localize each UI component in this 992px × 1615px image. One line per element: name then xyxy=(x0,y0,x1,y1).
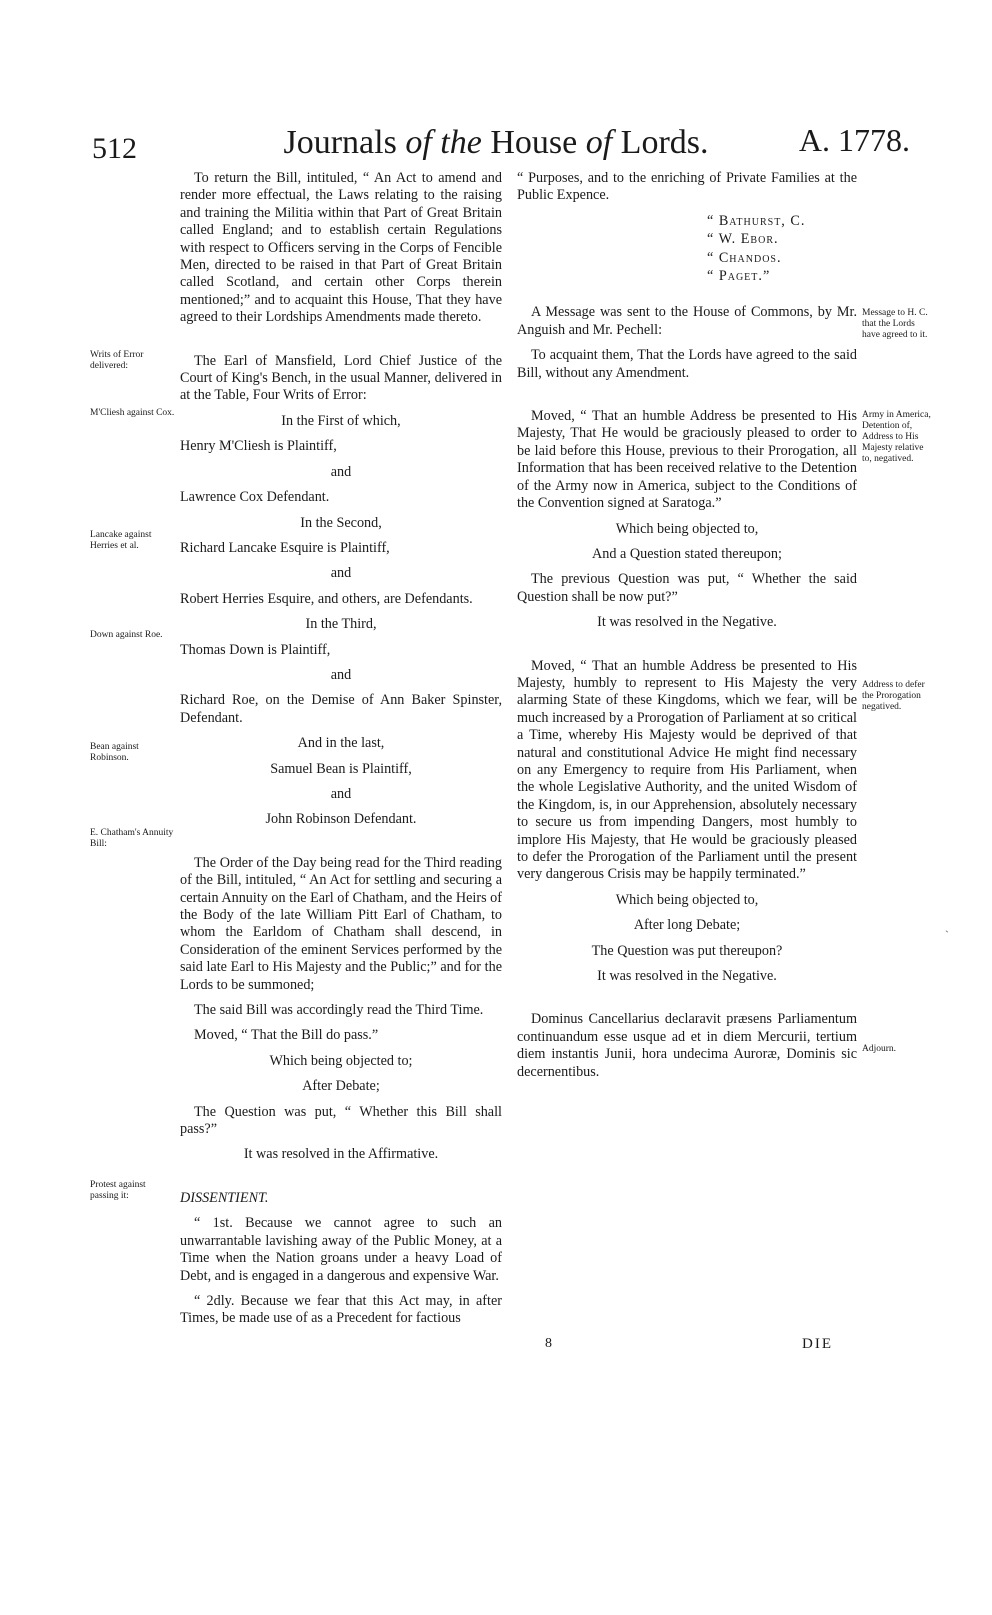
long-debate-text: After long Debate; xyxy=(633,917,741,934)
catchword: DIE xyxy=(802,1336,833,1352)
writ-defendant: Robert Herries Esquire, and others, are Defendants. xyxy=(180,590,473,607)
running-head-word: of xyxy=(405,124,432,161)
writ-heading: In the Third, xyxy=(305,616,377,633)
writ-plaintiff: Thomas Down is Plaintiff, xyxy=(180,641,331,658)
writ-heading: In the Second, xyxy=(300,514,382,531)
signatures xyxy=(517,213,857,286)
right-column xyxy=(517,170,857,1089)
writ-plaintiff: Henry M'Cliesh is Plaintiff, xyxy=(180,438,337,455)
question-stated-text: And a Question stated thereupon; xyxy=(592,545,782,562)
writ-heading: In the First of which, xyxy=(281,412,401,429)
objection-text: Which being objected to, xyxy=(615,520,759,537)
writ-plaintiff: Samuel Bean is Plaintiff, xyxy=(270,760,412,777)
running-head-word: Journals xyxy=(283,124,397,161)
signature-mark: 8 xyxy=(545,1336,552,1351)
signature: “ W. Ebor. xyxy=(707,231,779,248)
year-heading: A. 1778. xyxy=(798,122,910,158)
writ-heading: And in the last, xyxy=(297,735,385,752)
margin-note: Address to defer the Prorogation negatived. xyxy=(862,680,925,712)
previous-question-text: The previous Question was put, “ Whether the said Question shall be now put?” xyxy=(517,571,857,605)
protest-reason: “ 2dly. Because we fear that this Act may, in after Times, be made use of as a Precedent for factious xyxy=(180,1292,502,1327)
running-head-word: Lords. xyxy=(620,124,709,161)
writ-and: and xyxy=(330,785,352,802)
writ-defendant: Lawrence Cox Defendant. xyxy=(180,489,330,506)
left-column xyxy=(180,170,502,1336)
writ-plaintiff: Richard Lancake Esquire is Plaintiff, xyxy=(180,539,390,556)
signature: “ Bathurst, C. xyxy=(707,212,806,229)
acquaint-paragraph: To acquaint them, That the Lords have agreed to the said Bill, without any Amendment. xyxy=(517,347,857,381)
running-head-word: the xyxy=(440,124,482,161)
writs-intro-paragraph: The Earl of Mansfield, Lord Chief Justice of the Court of King's Bench, in the usual Manner, delivered in at the Table, Four Writs of Error: xyxy=(180,352,502,404)
margin-note: Adjourn. xyxy=(862,1044,897,1054)
writ-and: and xyxy=(330,666,352,683)
question-text: The Question was put thereupon? xyxy=(591,942,783,959)
running-head-word: of xyxy=(585,124,613,161)
margin-note: Down against Roe. xyxy=(90,630,163,640)
margin-note: Protest against passing it: xyxy=(90,1180,146,1201)
margin-note: E. Chatham's Annuity Bill: xyxy=(90,828,174,849)
margin-note: Writs of Error delivered: xyxy=(90,350,144,371)
prorogation-motion-paragraph: Moved, “ That an humble Address be presented to His Majesty, humbly to represent to His Majesty the very alarming State of these Kingdoms, which we fear, will be much increased by a Prorogation of Parliament at so critical a Time, whereby His Majesty would be deprived of that natural and constitutional Advice He might find necessary on any Emergency to require from His Parliament, when the whole Legislative Authority, and the united Wisdom of the Kingdom, is, in our Apprehension, absolutely necessary to secure us from impending Dangers, most humbly to implore His Majesty, that He would be graciously pleased to defer the Prorogation of the Parliament until the present very dangerous Crisis may be happily terminated.” xyxy=(517,657,857,883)
writ-and: and xyxy=(330,463,352,480)
after-debate-text: After Debate; xyxy=(302,1078,380,1095)
protest-reason-continued: “ Purposes, and to the enriching of Private Families at the Public Expence. xyxy=(517,170,857,204)
margin-note: Bean against Robinson. xyxy=(90,742,139,763)
signature: “ Paget.” xyxy=(707,268,771,285)
question-text: The Question was put, “ Whether this Bill shall pass?” xyxy=(180,1103,502,1138)
message-paragraph: A Message was sent to the House of Commons, by Mr. Anguish and Mr. Pechell: xyxy=(517,304,857,338)
running-head-word: House xyxy=(490,124,578,161)
objection-text: Which being objected to; xyxy=(269,1052,413,1069)
objection-text: Which being objected to, xyxy=(615,891,759,908)
resolution-text: It was resolved in the Affirmative. xyxy=(243,1146,439,1163)
moved-pass-text: Moved, “ That the Bill do pass.” xyxy=(194,1027,379,1044)
signature: “ Chandos. xyxy=(707,249,782,266)
margin-note: Message to H. C. that the Lords have agreed to it. xyxy=(862,308,928,340)
third-reading-text: The said Bill was accordingly read the Third Time. xyxy=(194,1002,484,1019)
resolution-text: It was resolved in the Negative. xyxy=(597,614,777,631)
page-number: 512 xyxy=(92,132,137,165)
army-motion-paragraph: Moved, “ That an humble Address be presented to His Majesty, That He would be graciously pleased to order to be laid before this House, previous to their Prorogation, all Information that has been received relative to the Detention of the Army now in America, subject to the Conditions of the Convention signed at Saratoga.” xyxy=(517,408,857,512)
margin-note: M'Cliesh against Cox. xyxy=(90,408,175,418)
dissentient-heading: DISSENTIENT. xyxy=(180,1189,269,1206)
writ-defendant: John Robinson Defendant. xyxy=(265,811,417,828)
writ-defendant: Richard Roe, on the Demise of Ann Baker Spinster, Defendant. xyxy=(180,692,502,726)
chatham-order-paragraph: The Order of the Day being read for the Third reading of the Bill, intituled, “ An Act for settling and securing a certain Annuity on the Earl of Chatham, and the Heirs of the Body of the late William Pitt Earl of Chatham, to whom the Earldom of Chatham shall descend, in Consideration of the eminent Services performed by the said late Earl to His Majesty and the Public;” and for the Lords to be summoned; xyxy=(180,854,502,993)
adjournment-paragraph: Dominus Cancellarius declaravit præsens Parliamentum continuandum esse usque ad et in diem Mercurii, tertium diem instantis Junii, hora undecima Auroræ, Dominis sic decernentibus. xyxy=(517,1011,857,1080)
protest-reason: “ 1st. Because we cannot agree to such an unwarrantable lavishing away of the Public Money, at a Time when the Nation groans under a heavy Load of Debt, and is engaged in a dangerous and expensive War. xyxy=(180,1215,502,1284)
writ-and: and xyxy=(330,565,352,582)
margin-note: Army in America, Detention of, Address to His Majesty relative to, negatived. xyxy=(862,410,931,464)
resolution-text: It was resolved in the Negative. xyxy=(597,968,777,985)
bill-return-paragraph: To return the Bill, intituled, “ An Act to amend and render more effectual, the Laws relating to the raising and training the Militia within that Part of Great Britain called England; and to establish certain Regulations with respect to Officers serving in the Corps of Fencible Men, directed to be raised in that Part of Great Britain called Scotland, and certain other Corps therein mentioned;” and to acquaint this House, That they have agreed to their Lordships Amendments made thereto. xyxy=(180,170,502,326)
stray-mark: ˋ xyxy=(945,928,949,942)
margin-note: Lancake against Herries et al. xyxy=(90,530,152,551)
